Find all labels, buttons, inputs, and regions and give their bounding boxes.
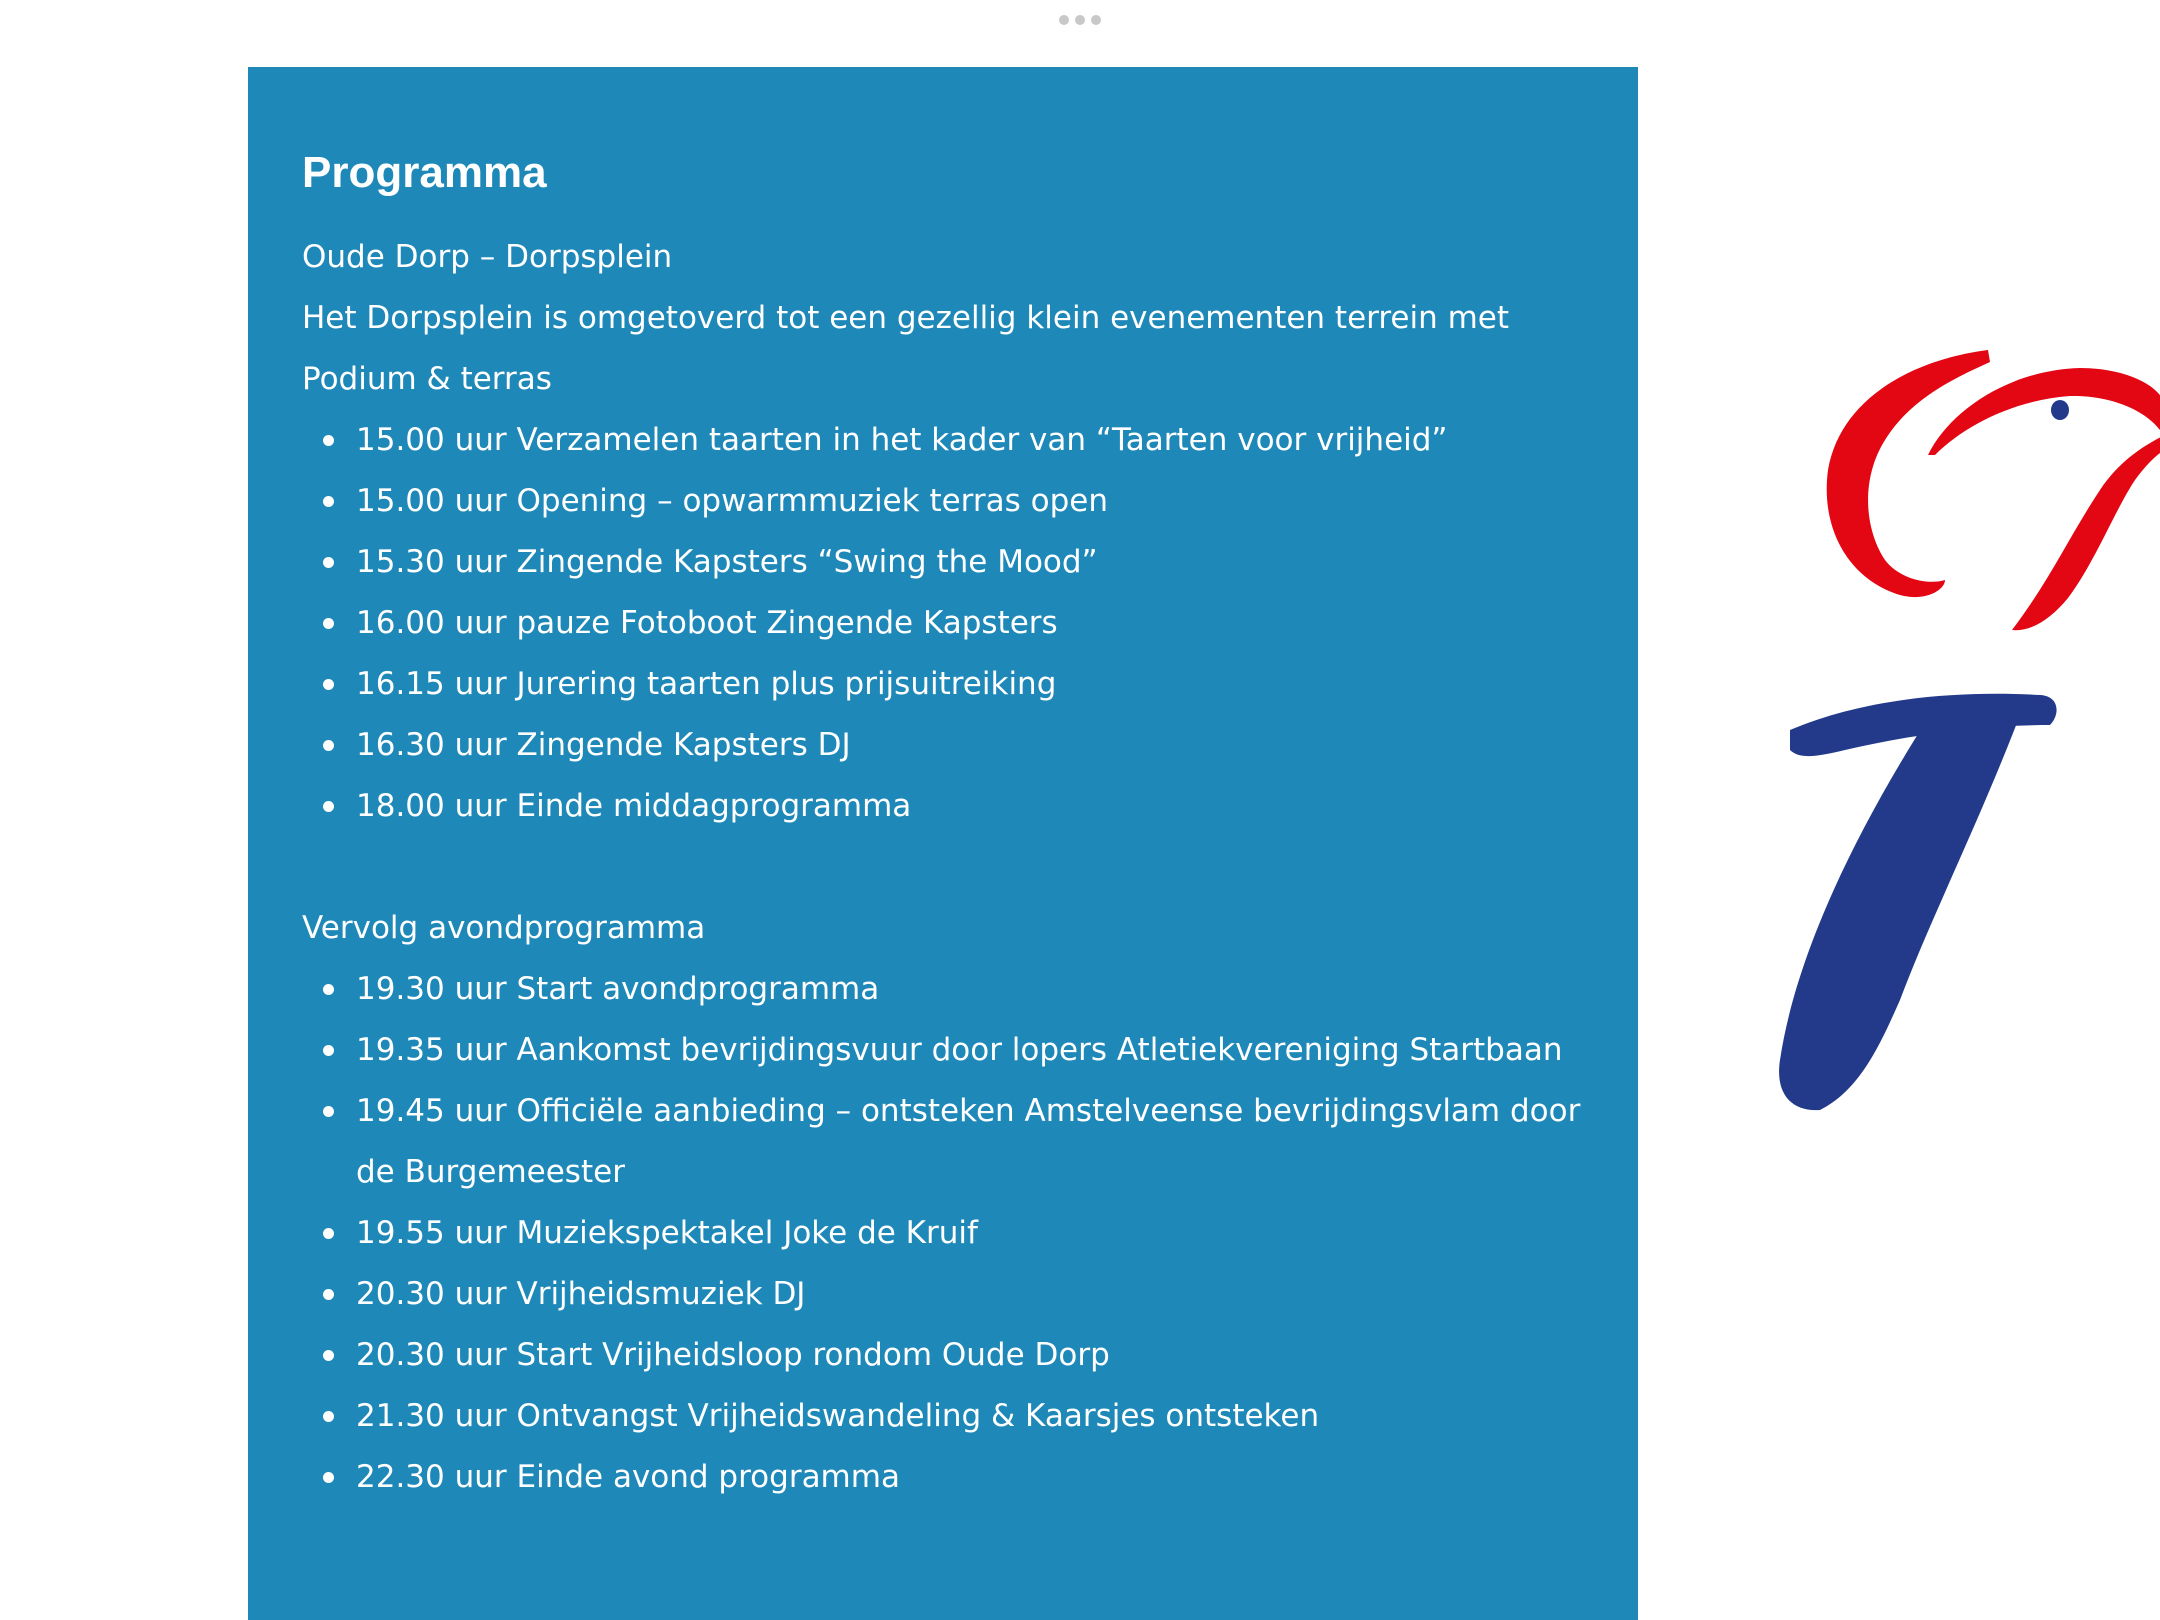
bullet-icon (323, 557, 334, 568)
list-item: 19.45 uur Officiële aanbieding – ontsteken Amstelveense bevrijdingsvlam door de Burgemeester (356, 1081, 1584, 1203)
evening-heading: Vervolg avondprogramma (302, 910, 706, 946)
bullet-icon (323, 1228, 334, 1239)
list-item: 15.00 uur Opening – opwarmmuziek terras open (356, 471, 1584, 532)
list-item: 20.30 uur Vrijheidsmuziek DJ (356, 1264, 1584, 1325)
list-item: 16.00 uur pauze Fotoboot Zingende Kapsters (356, 593, 1584, 654)
list-item: 15.00 uur Verzamelen taarten in het kader van “Taarten voor vrijheid” (356, 410, 1584, 471)
bullet-icon (323, 1472, 334, 1483)
evening-program-list (302, 959, 1584, 1508)
list-item: 15.30 uur Zingende Kapsters “Swing the Mood” (356, 532, 1584, 593)
flame-left-arc (1827, 350, 1990, 597)
bullet-icon (323, 496, 334, 507)
list-item: 19.35 uur Aankomst bevrijdingsvuur door lopers Atletiekvereniging Startbaan (356, 1020, 1584, 1081)
spacer (302, 837, 1584, 898)
intro-text: Het Dorpsplein is omgetoverd tot een gezellig klein evenementen terrein met (302, 300, 1510, 336)
page-title: Programma (302, 148, 547, 197)
list-item: 19.30 uur Start avondprogramma (356, 959, 1584, 1020)
more-dots-icon[interactable] (1059, 14, 1101, 26)
afternoon-program-list (302, 410, 1584, 837)
venue-text: Podium & terras (302, 361, 552, 397)
torch-stem (1779, 715, 2020, 1110)
bullet-icon (323, 1411, 334, 1422)
list-item: 20.30 uur Start Vrijheidsloop rondom Oude Dorp (356, 1325, 1584, 1386)
flame-right-arc (1928, 368, 2160, 455)
dot (1091, 15, 1101, 25)
bullet-icon (323, 435, 334, 446)
bullet-icon (323, 984, 334, 995)
list-item: 16.30 uur Zingende Kapsters DJ (356, 715, 1584, 776)
bullet-icon (323, 1289, 334, 1300)
dot (1075, 15, 1085, 25)
list-item: 19.55 uur Muziekspektakel Joke de Kruif (356, 1203, 1584, 1264)
bullet-icon (323, 1106, 334, 1117)
bullet-icon (323, 679, 334, 690)
list-item: 22.30 uur Einde avond programma (356, 1447, 1584, 1508)
list-item: 18.00 uur Einde middagprogramma (356, 776, 1584, 837)
logo-dot (2051, 400, 2069, 420)
program-panel (248, 67, 1638, 1620)
location-text: Oude Dorp – Dorpsplein (302, 239, 673, 275)
bullet-icon (323, 618, 334, 629)
bullet-icon (323, 1045, 334, 1056)
bullet-icon (323, 740, 334, 751)
dot (1059, 15, 1069, 25)
flame-lower-sweep (2012, 435, 2160, 630)
bullet-icon (323, 801, 334, 812)
list-item: 21.30 uur Ontvangst Vrijheidswandeling & Kaarsjes ontsteken (356, 1386, 1584, 1447)
liberation-torch-logo (1750, 340, 2160, 1120)
list-item: 16.15 uur Jurering taarten plus prijsuitreiking (356, 654, 1584, 715)
bullet-icon (323, 1350, 334, 1361)
